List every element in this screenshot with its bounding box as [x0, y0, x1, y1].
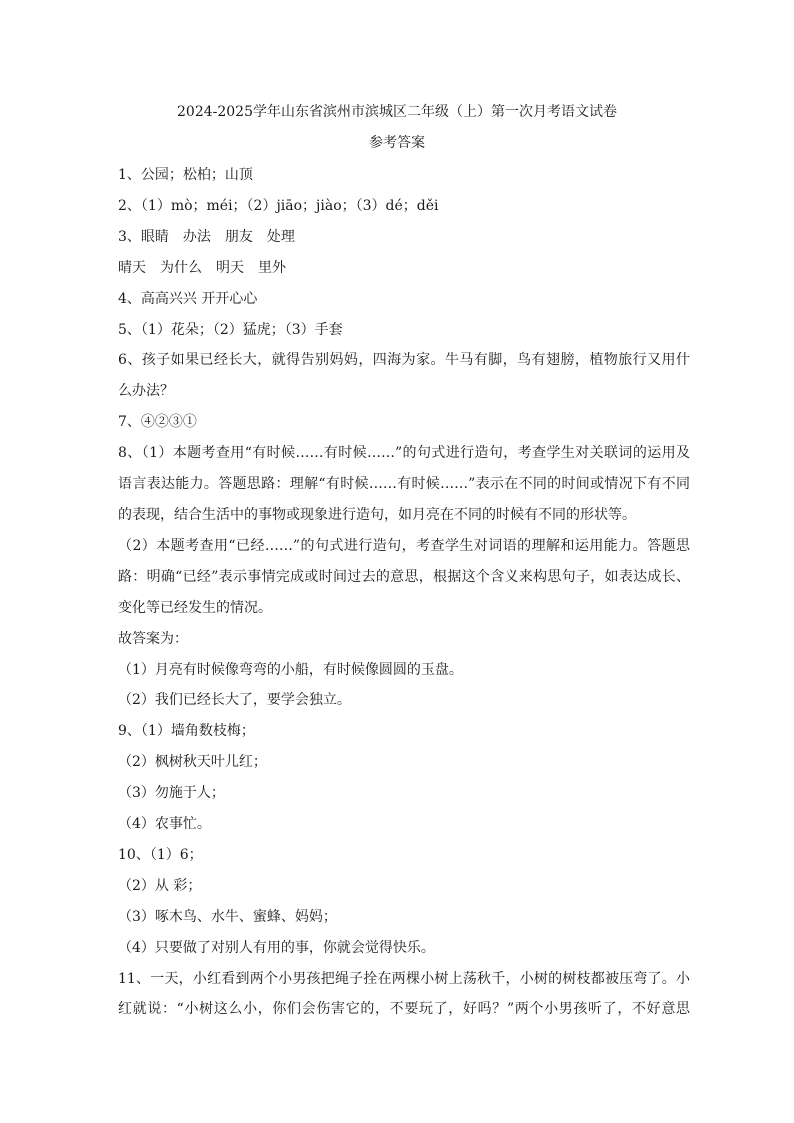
answer-line: （2）从 彩；	[118, 877, 202, 894]
answer-line: （4）只要做了对别人有用的事，你就会觉得快乐。	[118, 939, 435, 956]
answer-line: 1、公园；松柏；山顶	[118, 167, 253, 183]
answer-line: （2）我们已经长大了，要学会独立。	[118, 692, 351, 709]
answer-line: （2）本题考查用“已经……”的句式进行造句，考查学生对词语的理解和运用能力。答题思	[118, 537, 690, 554]
answer-line: 么办法？	[118, 383, 174, 400]
answer-line: 语言表达能力。答题思路：理解“有时候……有时候……”表示在不同的时间或情况下有不同	[118, 476, 690, 493]
answer-line: 变化等已经发生的情况。	[118, 599, 272, 616]
answer-line: 晴天 为什么 明天 里外	[118, 259, 286, 276]
answer-line: 8、（1）本题考查用“有时候……有时候……”的句式进行造句，考查学生对关联词的运用及	[118, 445, 690, 462]
answer-content	[118, 160, 690, 1025]
answer-line: 红就说：“小树这么小，你们会伤害它的，不要玩了，好吗？”两个小男孩听了，不好意思	[118, 1001, 690, 1018]
answer-line: （2）枫树秋天叶儿红；	[118, 754, 267, 771]
answer-line: 9、（1）墙角数枝梅；	[118, 723, 255, 740]
answer-line: 的表现，结合生活中的事物或现象进行造句，如月亮在不同的时候有不同的形状等。	[118, 506, 636, 523]
answer-line: （4）农事忙。	[118, 816, 211, 833]
answer-line: 7、④②③①	[118, 414, 197, 431]
document-title: 2024-2025学年山东省滨州市滨城区二年级（上）第一次月考语文试卷	[177, 104, 617, 120]
answer-line: 11、一天，小红看到两个小男孩把绳子拴在两棵小树上荡秋千，小树的树枝都被压弯了。小	[118, 970, 690, 987]
answer-line: 10、（1）6；	[118, 846, 203, 863]
answer-line: 2、（1）mò；méi；（2）jiāo；jiào；（3）dé；děi	[118, 197, 439, 214]
answer-line: （3）啄木鸟、水牛、蜜蜂、妈妈；	[118, 908, 337, 925]
answer-line: 5、（1）花朵；（2）猛虎；（3）手套	[118, 321, 343, 338]
answer-line: 6、孩子如果已经长大，就得告别妈妈，四海为家。牛马有脚，鸟有翅膀，植物旅行又用什	[118, 352, 690, 369]
answer-line: 故答案为：	[118, 630, 188, 647]
answer-line: 3、眼睛 办法 朋友 处理	[118, 228, 295, 245]
answer-line: 4、高高兴兴 开开心心	[118, 290, 258, 307]
document-subtitle: 参考答案	[369, 135, 425, 151]
answer-line: （1）月亮有时候像弯弯的小船，有时候像圆圆的玉盘。	[118, 661, 463, 678]
answer-line: 路：明确“已经”表示事情完成或时间过去的意思，根据这个含义来构思句子，如表达成长、	[118, 568, 690, 585]
answer-line: （3）勿施于人；	[118, 785, 225, 802]
